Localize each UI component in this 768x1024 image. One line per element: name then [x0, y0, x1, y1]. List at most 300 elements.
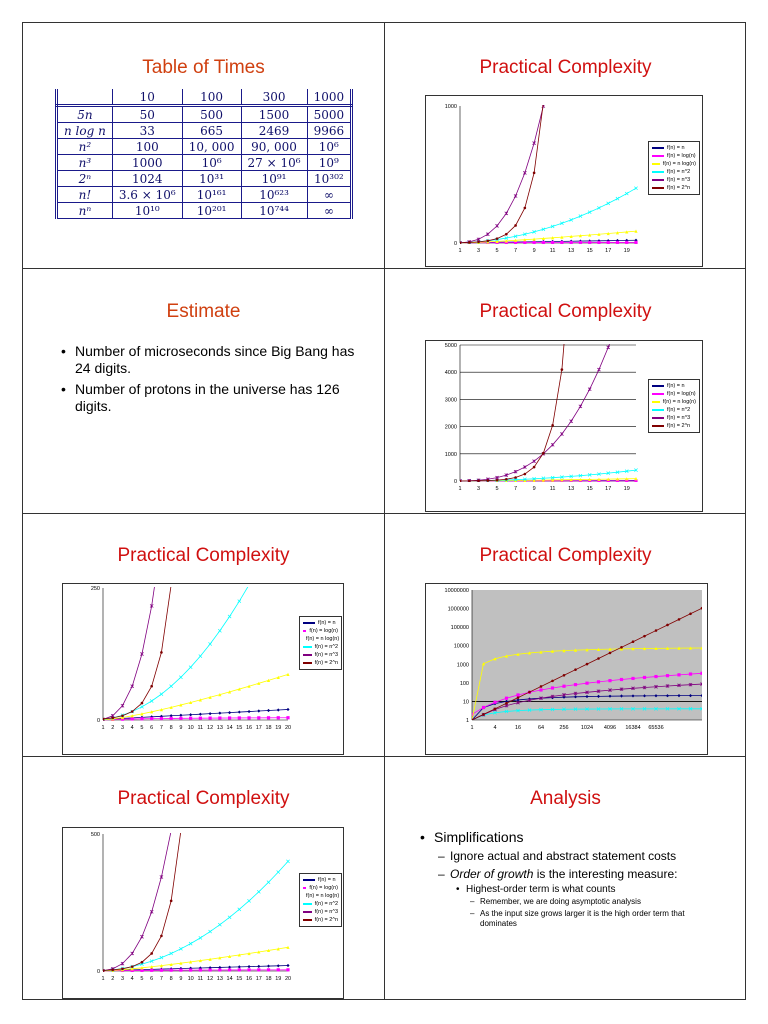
- panel-estimate: [23, 268, 384, 513]
- data-point: [616, 241, 619, 244]
- data-point: [286, 860, 289, 863]
- panel-table-of-times: [23, 23, 384, 268]
- data-point: [267, 881, 270, 884]
- table-cell: 10, 000: [182, 139, 241, 155]
- chart-linear-500: [62, 827, 344, 999]
- data-point: [170, 717, 173, 720]
- data-point: [267, 709, 270, 712]
- x-tick-label: 13: [216, 725, 223, 731]
- analysis-asymptotic: – Remember, we are doing asymptotic analysis: [420, 897, 720, 907]
- data-point: [160, 651, 163, 654]
- x-tick-label: 4: [130, 725, 134, 731]
- data-point: [286, 716, 289, 719]
- chart-legend: [299, 873, 342, 927]
- data-point: [514, 476, 517, 479]
- table-cell: 100: [112, 139, 182, 155]
- data-point: [494, 708, 497, 711]
- analysis-high-order-dominates: – As the input size grows larger it is the high order term that dominates: [420, 909, 720, 929]
- x-tick-label: 3: [120, 725, 125, 731]
- data-point: [150, 685, 153, 688]
- x-tick-label: 8: [169, 976, 173, 982]
- data-point: [131, 952, 134, 955]
- x-tick-label: 15: [586, 486, 593, 492]
- legend-label: f(n) = n log(n): [662, 399, 696, 405]
- legend-swatch: [652, 187, 664, 189]
- legend-entry: [303, 643, 338, 651]
- x-tick-label: 2: [111, 725, 115, 731]
- table-cell: 10⁷⁴⁴: [241, 203, 307, 219]
- data-point: [102, 718, 105, 721]
- data-point: [468, 241, 471, 244]
- data-point: [551, 241, 554, 244]
- data-point: [542, 104, 545, 107]
- series-line: [460, 96, 636, 243]
- data-point: [228, 966, 231, 969]
- legend-entry: [652, 422, 696, 430]
- x-tick-label: 11: [197, 725, 204, 731]
- data-point: [209, 712, 212, 715]
- legend-label: f(n) = 2^n: [667, 423, 691, 429]
- data-point: [199, 968, 202, 971]
- legend-label: f(n) = n: [318, 620, 336, 626]
- series-line: [103, 861, 288, 970]
- table-row: [57, 155, 352, 171]
- legend-swatch: [303, 919, 312, 921]
- data-point: [247, 716, 250, 719]
- data-point: [625, 192, 628, 195]
- x-tick-label: 12: [207, 976, 214, 982]
- data-point: [533, 142, 536, 145]
- x-tick-label: 256: [559, 725, 569, 731]
- data-point: [579, 215, 582, 218]
- series-line: [103, 584, 288, 719]
- x-tick-label: 5: [140, 976, 144, 982]
- panel-title: Estimate: [166, 301, 241, 322]
- data-point: [189, 717, 192, 720]
- legend-swatch: [652, 409, 664, 411]
- data-point: [277, 870, 280, 873]
- x-tick-label: 4: [493, 725, 497, 731]
- panel-practical-complexity-3: [23, 513, 384, 756]
- legend-label: f(n) = log(n): [309, 885, 338, 891]
- legend-entry: [652, 414, 696, 422]
- legend-swatch: [303, 903, 312, 905]
- x-tick-label: 1: [101, 725, 105, 731]
- x-tick-label: 1: [458, 486, 462, 492]
- table-cell: 10: [112, 89, 182, 106]
- data-point: [140, 935, 143, 938]
- data-point: [505, 212, 508, 215]
- legend-swatch: [652, 393, 664, 395]
- bullet-big-bang: • Number of microseconds since Big Bang has 24 digits.: [59, 343, 359, 377]
- data-point: [257, 965, 260, 968]
- y-tick-label: 250: [90, 586, 100, 592]
- x-tick-label: 11: [549, 248, 556, 254]
- x-tick-label: 10: [187, 976, 194, 982]
- table-cell: 10²⁰¹: [182, 203, 241, 219]
- chart-legend: [648, 379, 700, 433]
- order-of-growth-term: Order of growth: [450, 867, 534, 881]
- data-point: [170, 685, 173, 688]
- data-point: [579, 405, 582, 408]
- data-point: [218, 712, 221, 715]
- x-tick-label: 11: [197, 976, 204, 982]
- x-tick-label: 3: [476, 486, 481, 492]
- data-point: [493, 701, 496, 704]
- legend-entry: [303, 651, 338, 659]
- data-point: [570, 420, 573, 423]
- data-point: [209, 968, 212, 971]
- table-cell: 10⁹: [307, 155, 352, 171]
- y-tick-label: 1000: [456, 662, 469, 669]
- data-point: [111, 969, 114, 972]
- panel-practical-complexity-4: [384, 513, 747, 756]
- data-point: [533, 460, 536, 463]
- legend-label: f(n) = n^3: [667, 177, 691, 183]
- legend-swatch: [652, 163, 660, 165]
- series-group: [458, 341, 637, 483]
- legend-swatch: [652, 401, 660, 403]
- data-point: [607, 346, 610, 349]
- table-cell: 100: [182, 89, 241, 106]
- data-point: [209, 930, 212, 933]
- data-point: [505, 233, 508, 236]
- data-point: [277, 708, 280, 711]
- data-point: [218, 629, 221, 632]
- row-label: [57, 89, 113, 106]
- data-point: [551, 424, 554, 427]
- table-row: [57, 171, 352, 187]
- x-tick-label: 15: [236, 976, 243, 982]
- legend-swatch: [303, 879, 315, 881]
- legend-label: f(n) = log(n): [309, 628, 338, 634]
- data-point: [121, 704, 124, 707]
- data-point: [277, 716, 280, 719]
- x-tick-label: 8: [169, 725, 173, 731]
- series-line: [103, 947, 288, 971]
- table-cell: 1000: [307, 89, 352, 106]
- data-point: [631, 677, 634, 680]
- data-point: [189, 713, 192, 716]
- table-row: [57, 139, 352, 155]
- data-point: [620, 678, 623, 681]
- data-point: [588, 241, 591, 244]
- analysis-highest-order: • Highest-order term is what counts: [420, 884, 720, 895]
- data-point: [140, 652, 143, 655]
- legend-label: f(n) = n^2: [667, 169, 691, 175]
- x-tick-label: 17: [605, 248, 612, 254]
- data-point: [495, 224, 498, 227]
- x-tick-label: 16: [245, 976, 253, 982]
- data-point: [150, 910, 153, 913]
- analysis-order-of-growth: [420, 867, 720, 881]
- table-cell: 10⁶: [307, 139, 352, 155]
- data-point: [471, 719, 474, 722]
- x-tick-label: 20: [284, 976, 292, 982]
- data-point: [666, 624, 669, 627]
- data-point: [218, 923, 221, 926]
- data-point: [533, 172, 536, 175]
- legend-entry: [652, 176, 696, 184]
- chart-legend: [299, 616, 342, 670]
- data-point: [140, 717, 143, 720]
- data-point: [505, 697, 508, 700]
- data-point: [179, 676, 182, 679]
- x-tick-label: 5: [495, 486, 499, 492]
- legend-swatch: [652, 147, 664, 149]
- data-point: [238, 908, 241, 911]
- panel-analysis: [384, 756, 747, 999]
- data-point: [620, 646, 623, 649]
- data-point: [563, 674, 566, 677]
- x-tick-label: 17: [255, 976, 262, 982]
- y-tick-label: 1000000: [447, 606, 469, 613]
- y-tick-label: 500: [90, 832, 100, 838]
- x-tick-label: 19: [623, 486, 630, 492]
- order-of-growth-rest: is the interesting measure:: [533, 867, 678, 881]
- x-tick-label: 20: [284, 725, 292, 731]
- data-point: [562, 685, 565, 688]
- row-label: nⁿ: [57, 203, 113, 219]
- series-line: [103, 828, 288, 970]
- legend-entry: [303, 892, 338, 900]
- legend-label: f(n) = n log(n): [306, 636, 340, 642]
- legend-entry: [303, 900, 338, 908]
- data-point: [102, 969, 105, 972]
- data-point: [160, 693, 163, 696]
- legend-label: f(n) = 2^n: [667, 185, 691, 191]
- data-point: [218, 968, 221, 971]
- data-point: [496, 237, 499, 240]
- data-point: [677, 673, 680, 676]
- data-point: [247, 968, 250, 971]
- table-row: [57, 106, 352, 123]
- data-point: [459, 480, 462, 483]
- data-point: [150, 699, 153, 702]
- legend-entry: [303, 627, 338, 635]
- series-group: [101, 828, 289, 973]
- legend-entry: [303, 876, 338, 884]
- x-tick-label: 16: [245, 725, 253, 731]
- data-point: [539, 688, 542, 691]
- data-point: [459, 241, 462, 244]
- table-cell: 10⁹¹: [241, 171, 307, 187]
- data-point: [238, 716, 241, 719]
- legend-label: f(n) = n^3: [314, 652, 338, 658]
- x-tick-label: 7: [514, 486, 518, 492]
- x-tick-label: 17: [255, 725, 262, 731]
- legend-entry: [652, 160, 696, 168]
- handout-grid: [22, 22, 746, 1000]
- data-point: [468, 480, 471, 483]
- data-point: [654, 675, 657, 678]
- data-point: [131, 685, 134, 688]
- series-line: [460, 96, 636, 243]
- data-point: [160, 717, 163, 720]
- table-cell: 10³⁰²: [307, 171, 352, 187]
- chart-svg: [426, 584, 707, 754]
- data-point: [247, 710, 250, 713]
- data-point: [286, 964, 289, 967]
- data-point: [170, 969, 173, 972]
- data-point: [516, 693, 519, 696]
- x-tick-label: 19: [275, 976, 282, 982]
- panel-title: Analysis: [530, 788, 601, 809]
- data-point: [257, 968, 260, 971]
- y-tick-label: 4000: [444, 370, 457, 377]
- y-tick-label: 0: [96, 718, 100, 724]
- legend-entry: [303, 659, 338, 667]
- data-point: [528, 691, 531, 694]
- legend-label: f(n) = 2^n: [314, 660, 338, 666]
- chart-linear-5000: [425, 340, 703, 512]
- data-point: [189, 968, 192, 971]
- legend-entry: [303, 619, 338, 627]
- data-point: [560, 432, 563, 435]
- table-cell: 500: [182, 106, 241, 123]
- data-point: [150, 952, 153, 955]
- data-point: [514, 224, 517, 227]
- legend-entry: [652, 406, 696, 414]
- data-point: [477, 241, 480, 244]
- data-point: [267, 964, 270, 967]
- table-cell: 1500: [241, 106, 307, 123]
- legend-entry: [303, 884, 338, 892]
- x-tick-label: 16: [514, 725, 522, 731]
- legend-label: f(n) = log(n): [667, 391, 696, 397]
- data-point: [588, 211, 591, 214]
- x-tick-label: 6: [150, 725, 154, 731]
- x-tick-label: 9: [179, 976, 183, 982]
- legend-entry: [652, 152, 696, 160]
- legend-swatch: [652, 179, 664, 181]
- data-point: [267, 716, 270, 719]
- data-point: [486, 479, 489, 482]
- x-tick-label: 1: [458, 248, 462, 254]
- data-point: [218, 716, 221, 719]
- data-point: [150, 604, 153, 607]
- data-point: [179, 717, 182, 720]
- y-tick-label: 5000: [444, 343, 457, 349]
- legend-entry: [652, 184, 696, 192]
- row-label: 2ⁿ: [57, 171, 113, 187]
- data-point: [523, 171, 526, 174]
- data-point: [199, 717, 202, 720]
- data-point: [179, 947, 182, 950]
- data-point: [678, 618, 681, 621]
- data-point: [551, 680, 554, 683]
- data-point: [551, 686, 554, 689]
- data-point: [482, 706, 485, 709]
- data-point: [286, 708, 289, 711]
- row-label: n²: [57, 139, 113, 155]
- analysis-ignore-costs: – Ignore actual and abstract statement costs: [420, 849, 720, 863]
- x-tick-label: 3: [120, 976, 125, 982]
- y-tick-label: 0: [453, 241, 457, 247]
- legend-label: f(n) = n: [667, 145, 685, 151]
- table-row: [57, 123, 352, 139]
- data-point: [150, 717, 153, 720]
- data-point: [597, 680, 600, 683]
- panel-title: Practical Complexity: [117, 788, 290, 809]
- legend-swatch: [303, 630, 306, 632]
- legend-label: f(n) = n: [318, 877, 336, 883]
- table-cell: 9966: [307, 123, 352, 139]
- legend-entry: [652, 168, 696, 176]
- x-tick-label: 6: [150, 976, 154, 982]
- y-tick-label: 10: [462, 699, 469, 706]
- data-point: [247, 965, 250, 968]
- data-point: [689, 672, 692, 675]
- y-tick-label: 1000: [444, 451, 457, 458]
- row-label: n³: [57, 155, 113, 171]
- x-tick-label: 7: [159, 725, 163, 731]
- y-tick-label: 3000: [444, 397, 457, 404]
- data-point: [542, 241, 545, 244]
- legend-label: f(n) = n^3: [667, 415, 691, 421]
- analysis-simplifications: • Simplifications: [420, 829, 720, 845]
- data-point: [634, 241, 637, 244]
- data-point: [131, 717, 134, 720]
- data-point: [523, 241, 526, 244]
- row-label: n!: [57, 187, 113, 203]
- data-point: [574, 668, 577, 671]
- x-tick-label: 4096: [603, 725, 617, 731]
- table-cell: 3.6 × 10⁶: [112, 187, 182, 203]
- x-tick-label: 9: [179, 725, 183, 731]
- legend-label: f(n) = 2^n: [314, 917, 338, 923]
- data-point: [238, 600, 241, 603]
- legend-swatch: [303, 622, 315, 624]
- data-point: [131, 710, 134, 713]
- table-cell: 5000: [307, 106, 352, 123]
- data-point: [170, 900, 173, 903]
- x-tick-label: 1: [101, 976, 105, 982]
- data-point: [209, 642, 212, 645]
- estimate-bullets: [59, 343, 359, 419]
- chart-linear-250: [62, 583, 344, 755]
- legend-label: f(n) = n^3: [314, 909, 338, 915]
- data-point: [199, 713, 202, 716]
- data-point: [597, 657, 600, 660]
- panel-practical-complexity-1: [384, 23, 747, 268]
- legend-swatch: [303, 646, 312, 648]
- legend-label: f(n) = n: [667, 383, 685, 389]
- data-point: [141, 961, 144, 964]
- y-tick-label: 1000: [444, 104, 457, 110]
- data-point: [228, 615, 231, 618]
- table-cell: 10³¹: [182, 171, 241, 187]
- y-tick-label: 0: [453, 479, 457, 485]
- table-cell: 33: [112, 123, 182, 139]
- chart-legend: [648, 141, 700, 195]
- data-point: [228, 968, 231, 971]
- data-point: [542, 452, 545, 455]
- data-point: [570, 241, 573, 244]
- data-point: [238, 710, 241, 713]
- legend-swatch: [652, 385, 664, 387]
- data-point: [496, 479, 499, 482]
- data-point: [551, 443, 554, 446]
- data-point: [533, 466, 536, 469]
- x-tick-label: 5: [495, 248, 499, 254]
- data-point: [131, 965, 134, 968]
- data-point: [482, 713, 485, 716]
- legend-swatch: [303, 662, 312, 664]
- legend-swatch: [303, 654, 312, 656]
- data-point: [477, 479, 480, 482]
- data-point: [514, 194, 517, 197]
